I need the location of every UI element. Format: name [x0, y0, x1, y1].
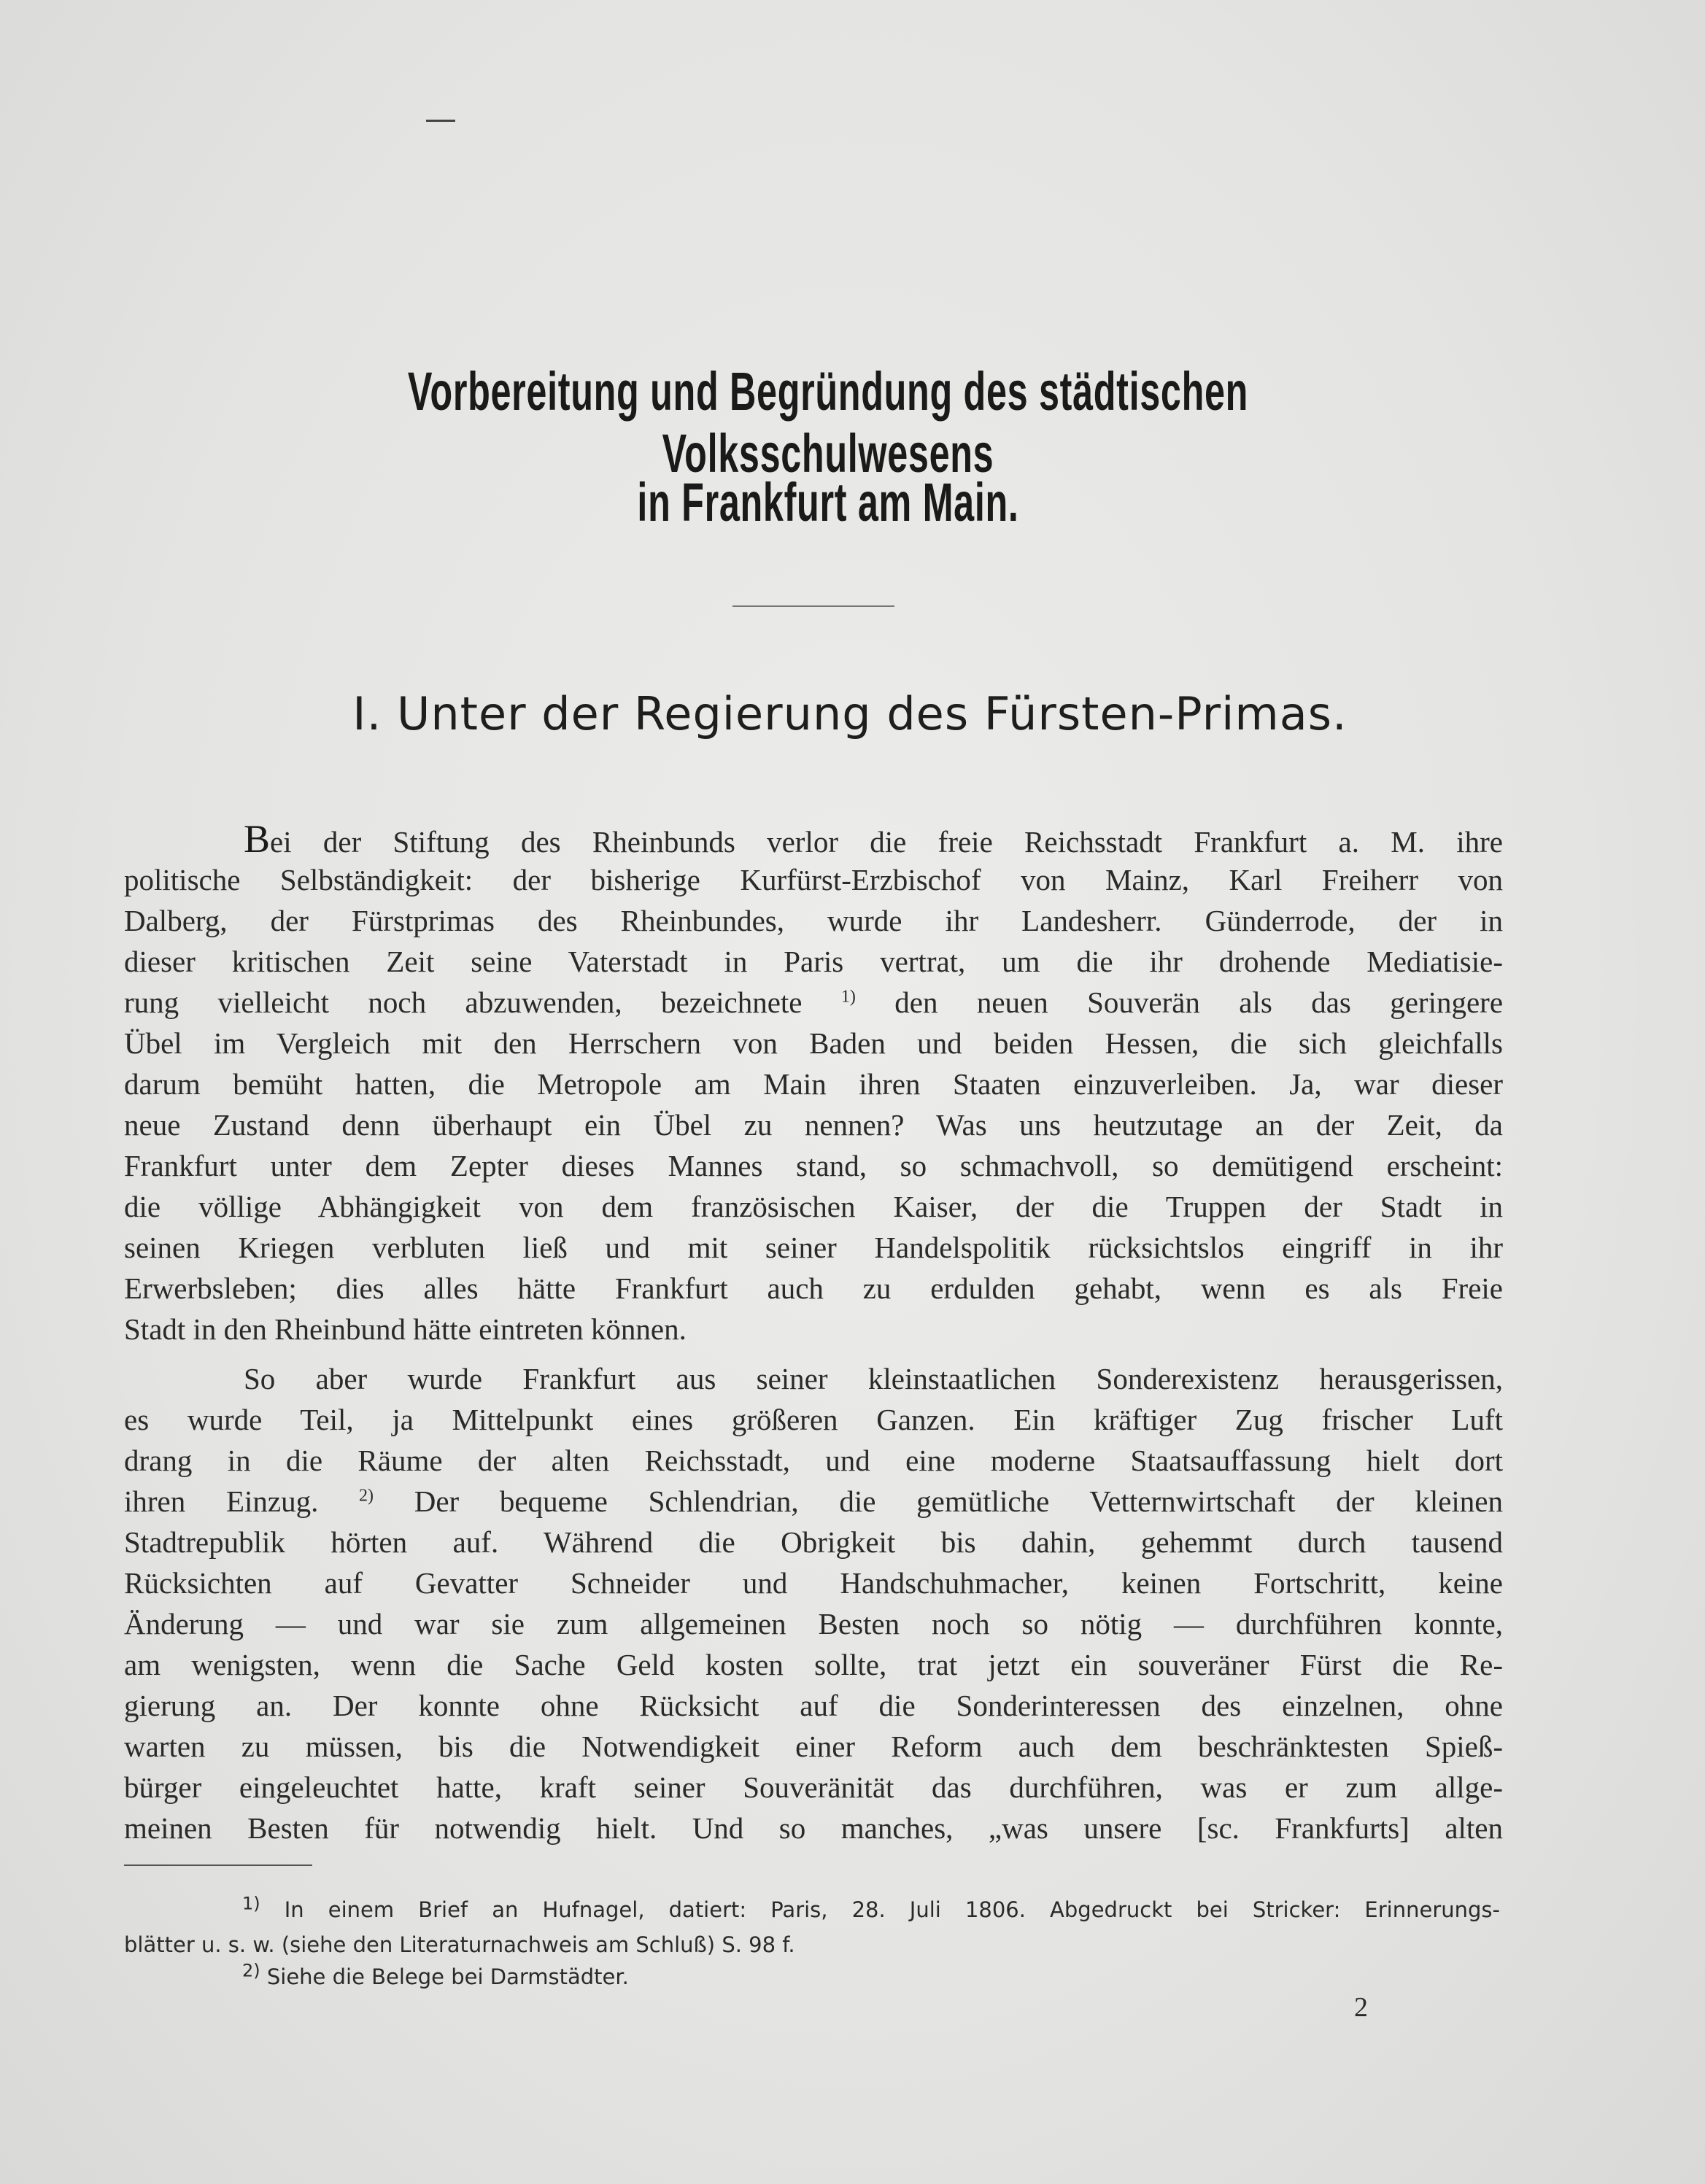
paragraph-2-line: gierung an. Der konnte ohne Rücksicht auf die Sonderinteressen des einzelnen, ohne [124, 1689, 1503, 1722]
drop-cap: B [244, 817, 271, 861]
paragraph-2-line: Rücksichten auf Gevatter Schneider und Handschuhmacher, keinen Fortschritt, keine [124, 1566, 1503, 1600]
paragraph-2-line: Stadtrepublik hörten auf. Während die Obrigkeit bis dahin, gehemmt durch tausend [124, 1525, 1503, 1559]
section-heading: I. Unter der Regierung des Fürsten-Primas. [352, 687, 1348, 740]
paragraph-2-line: So aber wurde Frankfurt aus seiner kleinstaatlichen Sonderexistenz herausgerissen, [244, 1362, 1503, 1395]
title-line-2: in Frankfurt am Main. [637, 472, 1019, 533]
footnote-ref-2: 2) [359, 1486, 374, 1506]
footnote-divider [124, 1864, 312, 1866]
paragraph-1-line: rung vielleicht noch abzuwenden, bezeichnete $^{1)}$ den neuen Souverän als das geringere [124, 985, 1504, 1019]
footnote-2-marker: 2) [242, 1960, 260, 1981]
paragraph-2-line: meinen Besten für notwendig hielt. Und so manches, „was unsere [sc. Frankfurts] alten [124, 1811, 1503, 1845]
paragraph-1-line: neue Zustand denn überhaupt ein Übel zu nennen? Was uns heutzutage an der Zeit, da [124, 1108, 1503, 1142]
paragraph-1-line: dieser kritischen Zeit seine Vaterstadt in Paris vertrat, um die ihr drohende Mediatisie- [124, 945, 1503, 978]
footnote-ref-1: 1) [840, 987, 856, 1007]
title-line-1: Vorbereitung und Begründung des städtischen Volksschulwesens [407, 361, 1249, 484]
paragraph-2-line: warten zu müssen, bis die Notwendigkeit einer Reform auch dem beschränktesten Spieß- [124, 1730, 1503, 1763]
paragraph-1-line: politische Selbständigkeit: der bisherige Kurfürst-Erzbischof von Mainz, Karl Freiherr von [124, 863, 1503, 897]
paragraph-2-line: es wurde Teil, ja Mittelpunkt eines größeren Ganzen. Ein kräftiger Zug frischer Luft [124, 1403, 1503, 1436]
footnote-1-continuation: blätter u. s. w. (siehe den Literaturnachweis am Schluß) S. 98 f. [124, 1932, 795, 1957]
paragraph-2-line: am wenigsten, wenn die Sache Geld kosten sollte, trat jetzt ein souveräner Fürst die Re- [124, 1648, 1503, 1681]
paragraph-1-line: Dalberg, der Fürstprimas des Rheinbundes, wurde ihr Landesherr. Günderrode, der in [124, 904, 1503, 937]
paragraph-1-line: seinen Kriegen verbluten ließ und mit seiner Handelspolitik rücksichtslos eingriff in ihr [124, 1231, 1503, 1264]
paragraph-1-line: Erwerbsleben; dies alles hätte Frankfurt auch zu erdulden gehabt, wenn es als Freie [124, 1271, 1503, 1305]
paragraph-1-line: Stadt in den Rheinbund hätte eintreten können. [124, 1312, 687, 1346]
footnote-2: $^{2)}$ Siehe die Belege bei Darmstädter. [242, 1960, 629, 1989]
paragraph-2-line: drang in die Räume der alten Reichsstadt, und eine moderne Staatsauffassung hielt dort [124, 1444, 1503, 1477]
paragraph-1-line: darum bemüht hatten, die Metropole am Main ihren Staaten einzuverleiben. Ja, war dieser [124, 1067, 1503, 1101]
footnote-1-marker: 1) [242, 1893, 260, 1914]
paragraph-1-line: Bei der Stiftung des Rheinbunds verlor die freie Reichsstadt Frankfurt a. M. ihre [244, 817, 1503, 861]
paragraph-2-line: bürger eingeleuchtet hatte, kraft seiner Souveränität das durchführen, was er zum allge- [124, 1770, 1503, 1804]
page-number: 2 [1354, 1992, 1368, 2023]
paragraph-2-line: ihren Einzug. $^{2)}$ Der bequeme Schlendrian, die gemütliche Vetternwirtschaft der kleinen [124, 1484, 1503, 1518]
paragraph-2-line: Änderung — und war sie zum allgemeinen Besten noch so nötig — durchführen konnte, [124, 1607, 1503, 1641]
title-divider [732, 605, 894, 607]
paragraph-1-line: die völlige Abhängigkeit von dem französischen Kaiser, der die Truppen der Stadt in [124, 1190, 1503, 1223]
paragraph-1-line: Übel im Vergleich mit den Herrschern von Baden und beiden Hessen, die sich gleichfalls [124, 1026, 1503, 1060]
footnote-1: $^{1)}$ In einem Brief an Hufnagel, datiert: Paris, 28. Juli 1806. Abgedruckt bei Stricker: Erinnerungs- [242, 1893, 1500, 1922]
paragraph-1-line: Frankfurt unter dem Zepter dieses Mannes stand, so schmachvoll, so demütigend erscheint: [124, 1149, 1503, 1182]
top-dash-mark [426, 120, 455, 122]
